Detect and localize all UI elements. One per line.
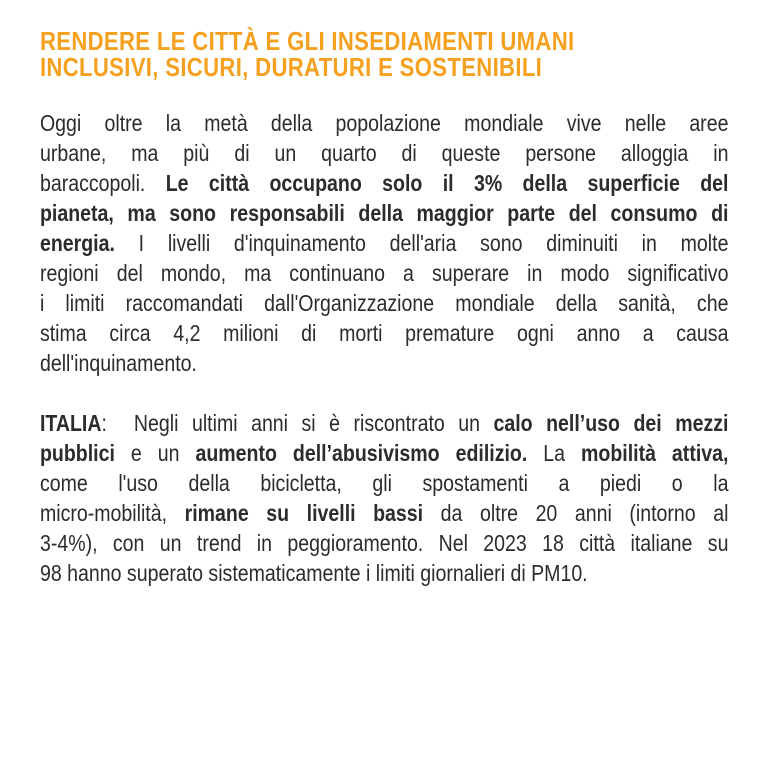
text-run: baraccopoli. (39, 170, 166, 196)
text-run: urbane, ma più di un quarto di queste persone alloggia in (39, 140, 729, 166)
page-title-line-2: INCLUSIVI, SICURI, DURATURI E SOSTENIBILI (39, 52, 543, 82)
text-line (40, 438, 729, 468)
text-line (40, 288, 729, 318)
page-title-line-1: RENDERE LE CITTÀ E GLI INSEDIAMENTI UMANI (39, 26, 575, 56)
bold-text-run: calo nell’uso dei mezzi (493, 410, 729, 436)
text-line (40, 528, 729, 558)
text-run: micro-mobilità, (39, 500, 185, 526)
text-run: La (527, 440, 582, 466)
text-run: come l'uso della bicicletta, gli spostamenti a piedi o la (39, 470, 729, 496)
text-line (40, 498, 729, 528)
bold-text-run: pianeta, ma sono responsabili della maggior parte del consumo di (39, 200, 729, 226)
text-line (40, 468, 729, 498)
bold-text-run: energia. (39, 230, 115, 256)
text-run: regioni del mondo, ma continuano a superare in modo significativo (39, 260, 729, 286)
text-line (40, 408, 729, 438)
text-line (40, 198, 729, 228)
body-text (40, 108, 729, 588)
text-line (40, 258, 729, 288)
bold-text-run: Le città occupano solo il 3% della superficie del (165, 170, 729, 196)
text-line (40, 108, 729, 138)
text-line (40, 168, 729, 198)
text-run: da oltre 20 anni (intorno al (423, 500, 729, 526)
text-run: I livelli d'inquinamento dell'aria sono diminuiti in molte (114, 230, 729, 256)
text-run: 3-4%), con un trend in peggioramento. Nel 2023 18 città italiane su (39, 530, 729, 556)
bold-text-run: aumento dell’abusivismo edilizio. (195, 440, 528, 466)
text-line (40, 138, 729, 168)
text-run: : Negli ultimi anni si è riscontrato un (101, 410, 494, 436)
text-run: Oggi oltre la metà della popolazione mondiale vive nelle aree (39, 110, 729, 136)
text-line (40, 348, 729, 378)
text-run: i limiti raccomandati dall'Organizzazione mondiale della sanità, che (39, 290, 729, 316)
text-line (40, 558, 729, 588)
text-line (40, 318, 729, 348)
paragraph (40, 408, 729, 588)
page-title (40, 28, 729, 80)
bold-text-run: rimane su livelli bassi (184, 500, 424, 526)
bold-text-run: pubblici (39, 440, 115, 466)
text-run: e un (114, 440, 196, 466)
paragraph (40, 108, 729, 378)
text-run: dell'inquinamento. (39, 350, 197, 376)
bold-text-run: ITALIA (39, 410, 102, 436)
text-line (40, 228, 729, 258)
text-run: stima circa 4,2 milioni di morti premature ogni anno a causa (39, 320, 729, 346)
bold-text-run: mobilità attiva, (581, 440, 729, 466)
text-run: 98 hanno superato sistematicamente i limiti giornalieri di PM10. (39, 560, 588, 586)
